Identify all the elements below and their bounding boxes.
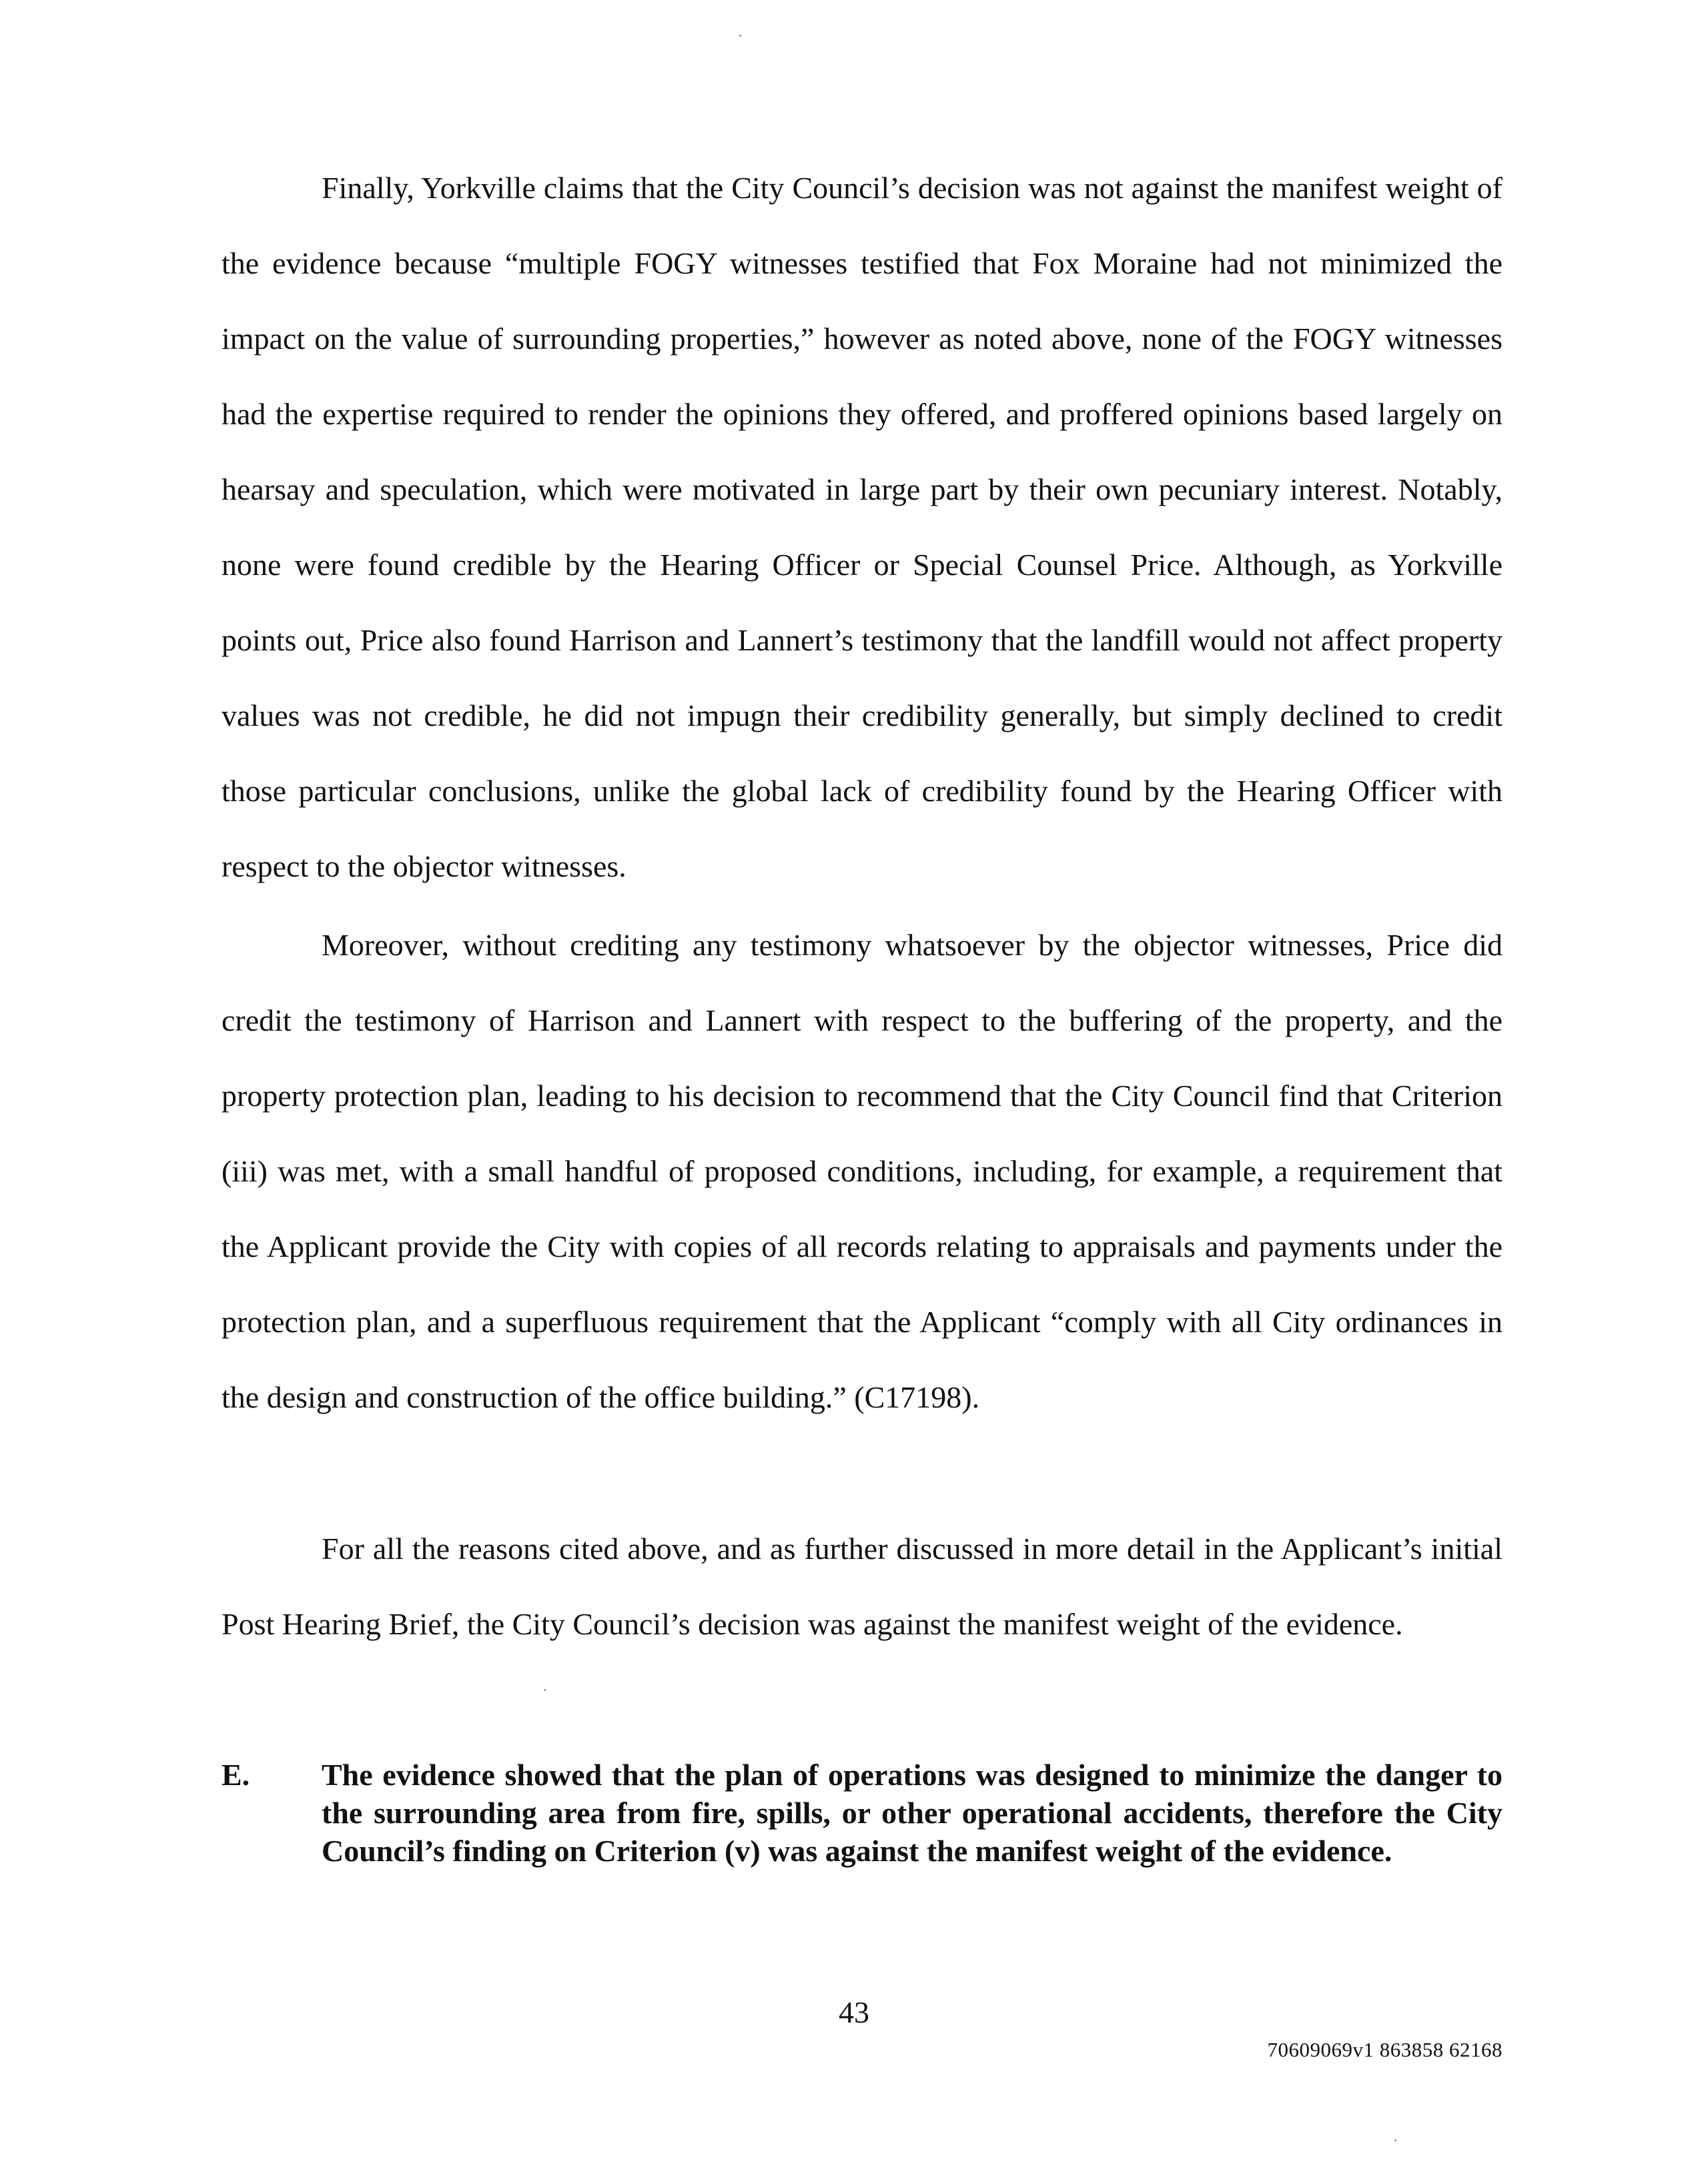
- scan-speck: [1394, 2139, 1396, 2141]
- scan-speck: [739, 35, 741, 37]
- page-number: 43: [839, 1995, 869, 2029]
- body-paragraph-2: Moreover, without crediting any testimony whatsoever by the objector witnesses, Price did credit the testimony of Harrison and Lannert with respect to the buffering of the property, and the property protection plan, leading to his decision to recommend that the City Council find that Criterion (iii) was met, with a small handful of proposed conditions, including, for example, a requirement that the Applicant provide the City with copies of all records relating to appraisals and payments under the protection plan, and a superfluous requirement that the Applicant “comply with all City ordinances in the design and construction of the office building.” (C17198).: [222, 928, 1503, 1414]
- section-heading-text: The evidence showed that the plan of operations was designed to minimize the danger to the surrounding area from fire, spills, or other operational accidents, therefore the City Council’s finding on Criterion (v) was against the manifest weight of the evidence.: [322, 1758, 1503, 1868]
- document-id: 70609069v1 863858 62168: [1267, 2038, 1503, 2061]
- section-heading-letter: E.: [222, 1758, 250, 1792]
- body-paragraph-1: Finally, Yorkville claims that the City Council’s decision was not against the manifest weight of the evidence because “multiple FOGY witnesses testified that Fox Moraine had not minimized the impact on the value of surrounding properties,” however as noted above, none of the FOGY witnesses had the expertise required to render the opinions they offered, and proffered opinions based largely on hearsay and speculation, which were motivated in large part by their own pecuniary interest. Notably, none were found credible by the Hearing Officer or Special Counsel Price. Although, as Yorkville points out, Price also found Harrison and Lannert’s testimony that the landfill would not affect property values was not credible, he did not impugn their credibility generally, but simply declined to credit those particular conclusions, unlike the global lack of credibility found by the Hearing Officer with respect to the objector witnesses.: [222, 171, 1503, 883]
- scan-speck: [544, 1689, 546, 1691]
- body-paragraph-3: For all the reasons cited above, and as further discussed in more detail in the Applicant’s initial Post Hearing Brief, the City Council’s decision was against the manifest weight of the evidence.: [222, 1532, 1503, 1641]
